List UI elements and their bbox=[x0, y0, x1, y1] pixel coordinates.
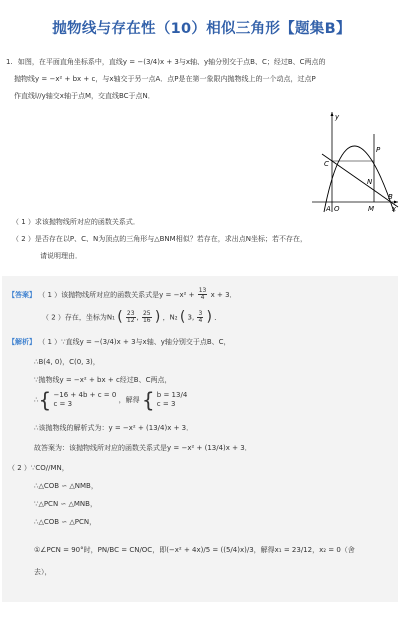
answer-tag: 【答案】 bbox=[8, 290, 36, 299]
n1-y-den: 16 bbox=[142, 316, 151, 324]
analysis-line-10: ∴△COB ∽ △PCN， bbox=[34, 518, 97, 526]
label-c: C bbox=[324, 160, 329, 168]
analysis-line-1 bbox=[8, 338, 231, 347]
answer-1-suffix: x + 3． bbox=[210, 290, 237, 299]
x-axis-arrow bbox=[394, 201, 398, 204]
analysis-line-5: ∴该抛物线的解析式为：y = −x² + (13/4)x + 3． bbox=[34, 424, 194, 432]
analysis-line-9: ∵△PCN ∽ △MNB， bbox=[34, 500, 97, 508]
line-bc bbox=[322, 154, 398, 207]
label-o: O bbox=[334, 205, 340, 213]
n1-y-fraction bbox=[142, 311, 152, 325]
equation-system-2 bbox=[157, 391, 187, 409]
sub-question-2a: （ 2 ）是否存在以P、C、N为顶点的三角形与△BNM相似？若存在，求出点N坐标；若不存在， bbox=[12, 235, 307, 243]
n2-y-fraction bbox=[197, 311, 203, 325]
analysis-line-3: ∵抛物线y = −x² + bx + c经过B、C两点， bbox=[34, 376, 172, 384]
analysis-line-8: ∴△COB ∽ △NMB， bbox=[34, 482, 98, 490]
problem-line-1 bbox=[6, 58, 326, 67]
label-p: P bbox=[376, 146, 381, 154]
n2-y-den: 4 bbox=[198, 316, 203, 324]
sys2-eq-b: c = 3 bbox=[156, 400, 176, 408]
analysis-line-11: ①∠PCN = 90°时，PN/BC = CN/OC，即(−x² + 4x)/5 = ((5/4)x)/3，解得x₁ = 23/12，x₂ = 0（舍 bbox=[34, 546, 355, 554]
analysis-text-1: （ 1 ）∵直线y = −(3/4)x + 3与x轴、y轴分别交于点B、C， bbox=[38, 338, 231, 346]
answer-2-end: ． bbox=[214, 313, 222, 322]
sub-question-1: （ 1 ）求该抛物线所对应的函数关系式． bbox=[12, 218, 140, 226]
analysis-line-7: （ 2 ）∵CO//MN， bbox=[8, 464, 69, 472]
n1-x-den: 12 bbox=[126, 316, 135, 324]
sys2-eq-a: b = 13/4 bbox=[156, 390, 188, 399]
label-y: y bbox=[335, 113, 340, 121]
n2-x: 3, bbox=[187, 313, 195, 322]
label-m: M bbox=[368, 205, 375, 213]
geometry-figure bbox=[308, 110, 400, 214]
label-x: x bbox=[392, 205, 397, 213]
page-title: 抛物线与存在性（10）相似三角形【题集B】 bbox=[52, 21, 351, 37]
equation-system-1 bbox=[53, 391, 116, 409]
label-n: N bbox=[367, 178, 373, 186]
n2-y-num: 3 bbox=[198, 309, 203, 317]
sub-question-2b: 请说明理由． bbox=[40, 252, 82, 260]
solve-text: ，解得 bbox=[118, 396, 140, 404]
answer-1-frac-den: 4 bbox=[200, 294, 205, 302]
answer-1-fraction bbox=[198, 288, 208, 302]
answer-line-2: （ 2 ）存在，坐标为N₁ ( $\frac{23}{12}$ , $\frac{25}{16}$ ) ，N₂ ( 3, $\frac{3}{4}$ ) ． bbox=[42, 309, 222, 325]
analysis-line-12: 去）， bbox=[34, 568, 52, 576]
y-axis-arrow bbox=[331, 112, 334, 116]
n1-y-num: 25 bbox=[142, 309, 151, 317]
problem-line-2: 抛物线y = −x² + bx + c，与x轴交于另一点A．点P是在第一象限内抛物线上的一个动点，过点P bbox=[14, 74, 316, 83]
n1-x-num: 23 bbox=[126, 309, 135, 317]
label-a: A bbox=[326, 205, 331, 213]
analysis-tag: 【解析】 bbox=[8, 338, 36, 346]
sys1-eq-a: −16 + 4b + c = 0 bbox=[53, 390, 117, 399]
n1-x-fraction bbox=[126, 311, 136, 325]
answer-2-mid: ，N₂ bbox=[162, 313, 178, 322]
answer-2-prefix: （ 2 ）存在，坐标为N₁ bbox=[42, 313, 115, 322]
label-b: B bbox=[388, 193, 393, 201]
sys1-eq-b: c = 3 bbox=[53, 400, 73, 408]
answer-box bbox=[2, 276, 398, 602]
problem-line-3: 作直线l//y轴交x轴于点M，交直线BC于点N． bbox=[14, 91, 155, 100]
problem-number: 1. bbox=[6, 57, 13, 66]
answer-1-frac-num: 13 bbox=[198, 287, 207, 294]
answer-line-1 bbox=[8, 288, 237, 302]
answer-1-prefix: （ 1 ）该抛物线所对应的函数关系式是y = −x² + bbox=[38, 290, 195, 299]
problem-text-1: 如图，在平面直角坐标系中，直线y = −(3/4)x + 3与x轴、y轴分别交于点B、C；经过B、C两点的 bbox=[17, 57, 326, 66]
analysis-line-2: ∴B(4, 0)，C(0, 3)， bbox=[34, 358, 100, 366]
analysis-line-6: 故答案为：该抛物线所对应的函数关系式是y = −x² + (13/4)x + 3． bbox=[34, 444, 252, 452]
analysis-line-4: ∴{ −16 + 4b + c = 0 c = 3 ，解得 { b = 13/4 c = 3 bbox=[34, 388, 188, 412]
